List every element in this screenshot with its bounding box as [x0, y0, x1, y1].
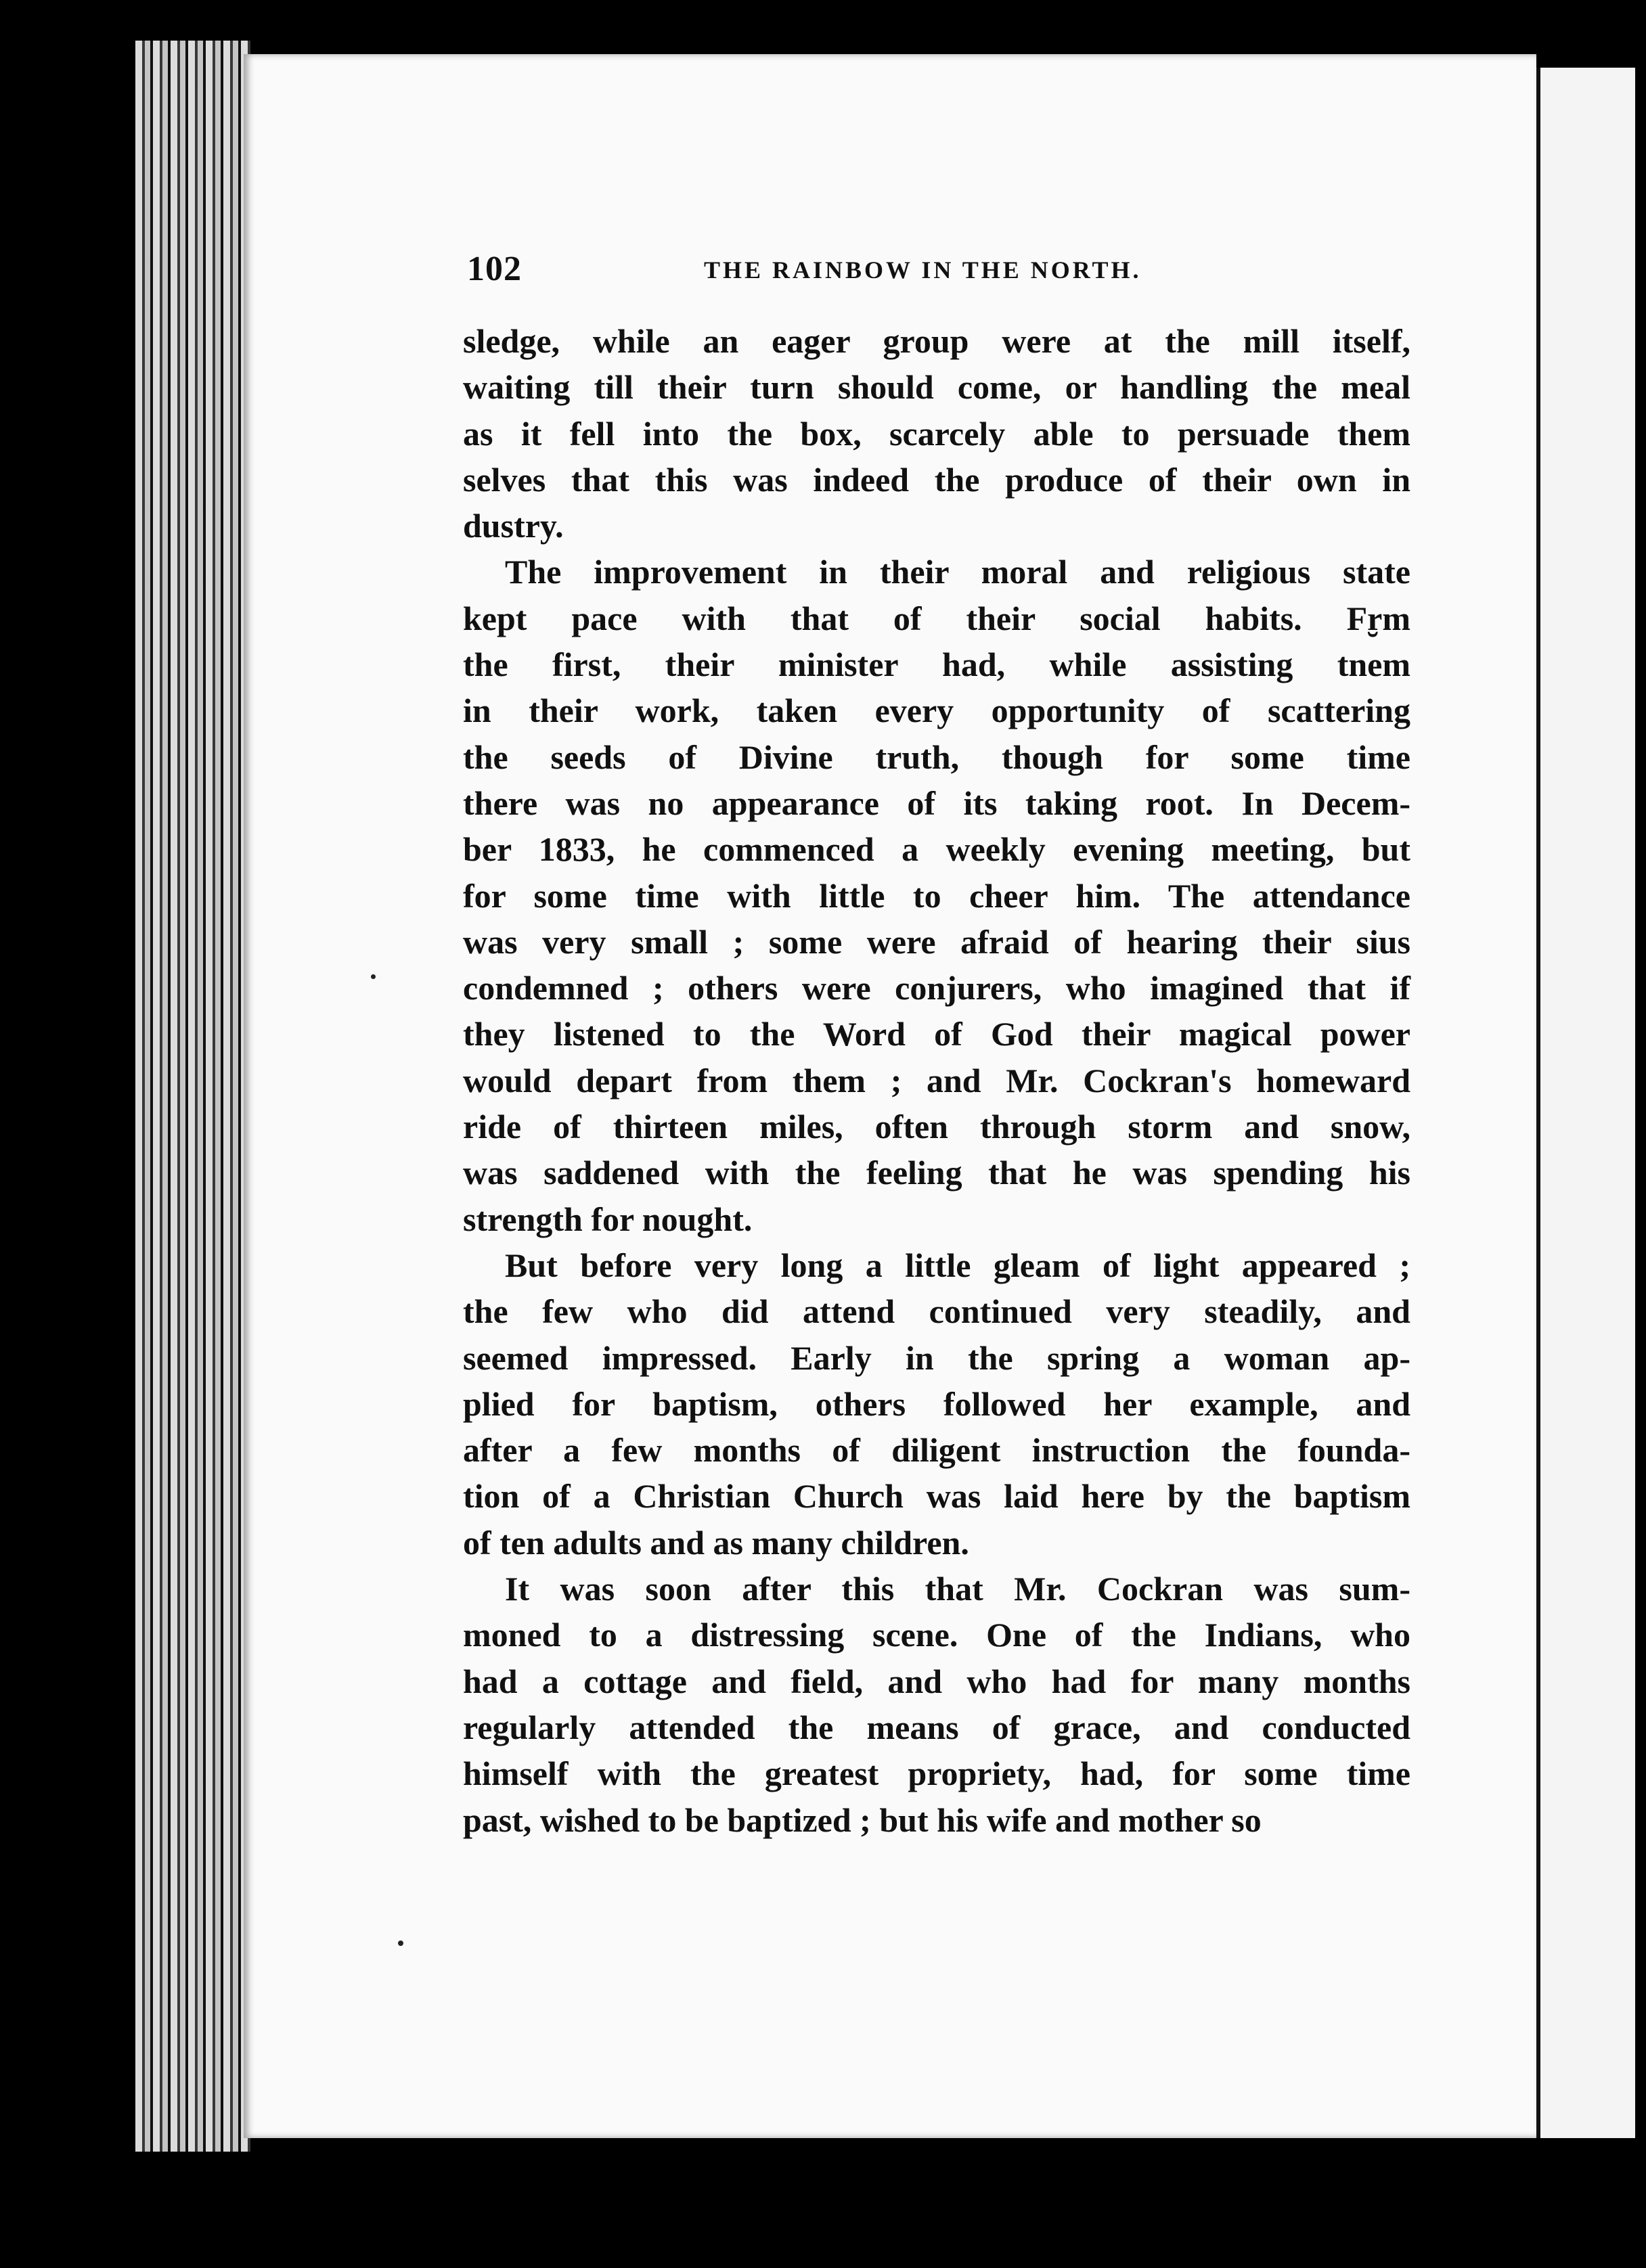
- text-line: as it fell into the box, scarcely able to persuade them: [463, 414, 1410, 453]
- paragraph: [463, 318, 1410, 549]
- page-header: [467, 249, 1415, 290]
- text-line: selves that this was indeed the produce of their own in: [463, 460, 1410, 499]
- paragraph: [463, 1566, 1410, 1843]
- text-line: dustry.: [463, 507, 564, 545]
- text-line: after a few months of diligent instruction the founda-: [463, 1431, 1410, 1470]
- text-line: the seeds of Divine truth, though for some time: [463, 738, 1410, 776]
- text-line: ber 1833, he commenced a weekly evening meeting, but: [463, 830, 1410, 869]
- text-line: they listened to the Word of God their magical power: [463, 1015, 1410, 1053]
- text-line: the few who did attend continued very steadily, and: [463, 1292, 1410, 1331]
- page-number: 102: [467, 250, 522, 288]
- running-head: THE RAINBOW IN THE NORTH.: [704, 256, 1142, 284]
- text-line: The improvement in their moral and religious state: [505, 553, 1410, 591]
- paragraph: [463, 1242, 1410, 1566]
- text-line: there was no appearance of its taking root. In Decem-: [463, 784, 1410, 822]
- text-line: sledge, while an eager group were at the mill itself,: [463, 322, 1410, 360]
- text-line: But before very long a little gleam of light appeared ;: [505, 1246, 1410, 1284]
- text-line: kept pace with that of their social habits. Fr̮m: [463, 599, 1410, 637]
- book-page-edges: [135, 41, 250, 2152]
- text-line: tion of a Christian Church was laid here by the baptism: [463, 1477, 1410, 1516]
- text-line: would depart from them ; and Mr. Cockran's homeward: [463, 1061, 1410, 1099]
- paragraph: [463, 549, 1410, 1242]
- text-line: himself with the greatest propriety, had, for some time: [463, 1754, 1410, 1793]
- text-line: was saddened with the feeling that he was spending his: [463, 1154, 1410, 1192]
- scan-speck: [371, 974, 376, 979]
- text-line: moned to a distressing scene. One of the Indians, who: [463, 1616, 1410, 1654]
- text-line: was very small ; some were afraid of hearing their sius: [463, 922, 1410, 961]
- text-line: ride of thirteen miles, often through storm and snow,: [463, 1108, 1410, 1146]
- text-line: of ten adults and as many children.: [463, 1523, 969, 1562]
- text-line: past, wished to be baptized ; but his wife and mother so: [463, 1800, 1262, 1839]
- text-line: in their work, taken every opportunity of scattering: [463, 691, 1410, 730]
- text-line: strength for nought.: [463, 1200, 753, 1238]
- text-line: plied for baptism, others followed her example, and: [463, 1384, 1410, 1423]
- body-text: [463, 318, 1410, 1843]
- text-line: It was soon after this that Mr. Cockran was sum-: [505, 1570, 1410, 1608]
- scan-speck: [398, 1941, 403, 1946]
- text-line: condemned ; others were conjurers, who imagined that if: [463, 969, 1410, 1007]
- text-line: for some time with little to cheer him. The attendance: [463, 876, 1410, 915]
- text-line: seemed impressed. Early in the spring a woman ap-: [463, 1338, 1410, 1377]
- adjacent-page: [1536, 68, 1635, 2138]
- text-line: waiting till their turn should come, or handling the meal: [463, 368, 1410, 407]
- text-line: had a cottage and field, and who had for many months: [463, 1662, 1410, 1700]
- text-line: the first, their minister had, while assisting tnem: [463, 645, 1410, 684]
- text-line: regularly attended the means of grace, and conducted: [463, 1708, 1410, 1746]
